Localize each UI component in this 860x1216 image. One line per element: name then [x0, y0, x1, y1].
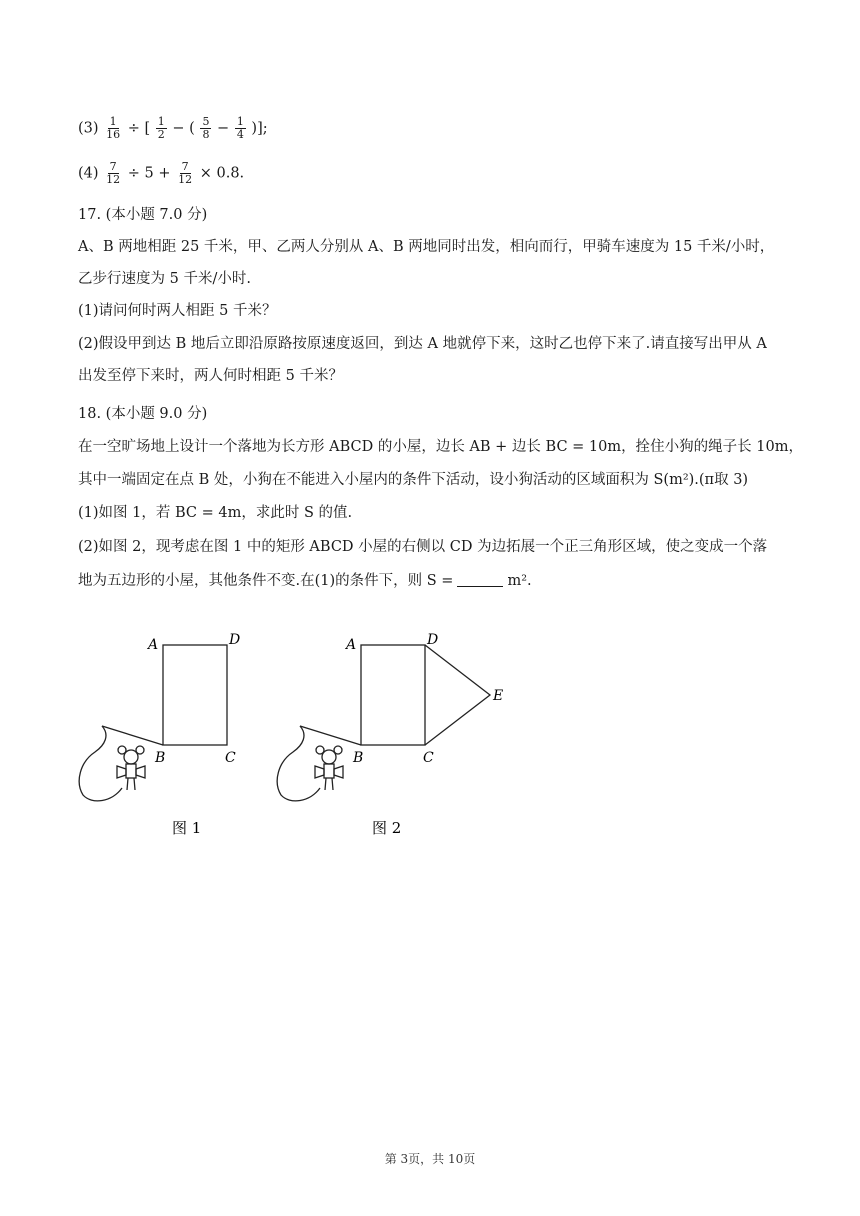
q18-header: 18. (本小题 9.0 分) — [78, 406, 208, 422]
fig2-label-e: E — [493, 688, 504, 704]
answer-blank — [457, 572, 503, 587]
q17-subquestion-2-line1: (2)假设甲到达 B 地后立即沿原路按原速度返回，到达 A 地就停下来，这时乙也停下来了.请直接写出甲从 A — [78, 336, 767, 352]
fig1-label-b: B — [155, 750, 166, 766]
fig1-label-d: D — [229, 632, 241, 648]
rectangle-abcd — [361, 645, 425, 745]
problem-3-expression: (3) $\frac{1}{16}$ ÷ [ $\frac{1}{2}$ − ( $\frac{5}{8}$ − $\frac{1}{4}$ )]; — [78, 115, 268, 141]
q18-subquestion-2-line1: (2)如图 2，现考虑在图 1 中的矩形 ABCD 小屋的右侧以 CD 为边拓展一个正三角形区域，使之变成一个落 — [78, 539, 768, 555]
q17-subquestion-2-line2: 出发至停下来时，两人何时相距 5 千米？ — [78, 368, 343, 384]
fraction: $\frac{5}{8}$ — [202, 115, 210, 141]
fraction: $\frac{7}{12}$ — [178, 160, 193, 186]
q17-subquestion-1: (1)请问何时两人相距 5 千米？ — [78, 303, 277, 319]
problem-4-expression: (4) $\frac{7}{12}$ ÷ 5 + $\frac{7}{12}$ × 0.8. — [78, 160, 245, 186]
q17-header: 17. (本小题 7.0 分) — [78, 207, 208, 223]
figures — [0, 620, 860, 850]
triangle-cde — [425, 645, 490, 745]
q17-text-line2: 乙步行速度为 5 千米/小时. — [78, 271, 251, 287]
dog-icon — [117, 746, 145, 790]
fig1-caption: 图 1 — [172, 819, 202, 837]
fig2-label-b: B — [353, 750, 364, 766]
fig2-label-c: C — [423, 750, 434, 766]
rope-line — [300, 726, 361, 745]
rectangle-abcd — [163, 645, 227, 745]
fig1-label-a: A — [148, 637, 159, 653]
fig2-caption: 图 2 — [372, 819, 402, 837]
fraction: $\frac{1}{16}$ — [106, 115, 121, 141]
q18-text-line1: 在一空旷场地上设计一个落地为长方形 ABCD 的小屋，边长 AB + 边长 BC = 10m，拴住小狗的绳子长 10m， — [78, 439, 803, 455]
fig1-label-c: C — [225, 750, 236, 766]
q18-subquestion-2-line2: 地为五边形的小屋，其他条件不变.在(1)的条件下，则 S = m². — [78, 573, 532, 589]
q18-text-line2: 其中一端固定在点 B 处，小狗在不能进入小屋内的条件下活动，设小狗活动的区域面积为 S(m²).(π取 3) — [78, 472, 749, 488]
fig2-label-a: A — [346, 637, 357, 653]
rope-curve — [277, 726, 320, 801]
q18-subquestion-1: (1)如图 1，若 BC = 4m，求此时 S 的值. — [78, 505, 353, 521]
fig2-label-d: D — [427, 632, 439, 648]
fraction: $\frac{1}{2}$ — [157, 115, 165, 141]
figure-2 — [277, 645, 490, 801]
page-footer: 第 3页，共 10页 — [384, 1152, 476, 1166]
fraction: $\frac{7}{12}$ — [106, 160, 121, 186]
rope-curve — [79, 726, 122, 801]
dog-icon — [315, 746, 343, 790]
q17-text-line1: A、B 两地相距 25 千米，甲、乙两人分别从 A、B 两地同时出发，相向而行，甲骑车速度为 15 千米/小时， — [78, 239, 775, 255]
figure-1 — [79, 645, 227, 801]
fraction: $\frac{1}{4}$ — [236, 115, 244, 141]
rope-line — [102, 726, 163, 745]
